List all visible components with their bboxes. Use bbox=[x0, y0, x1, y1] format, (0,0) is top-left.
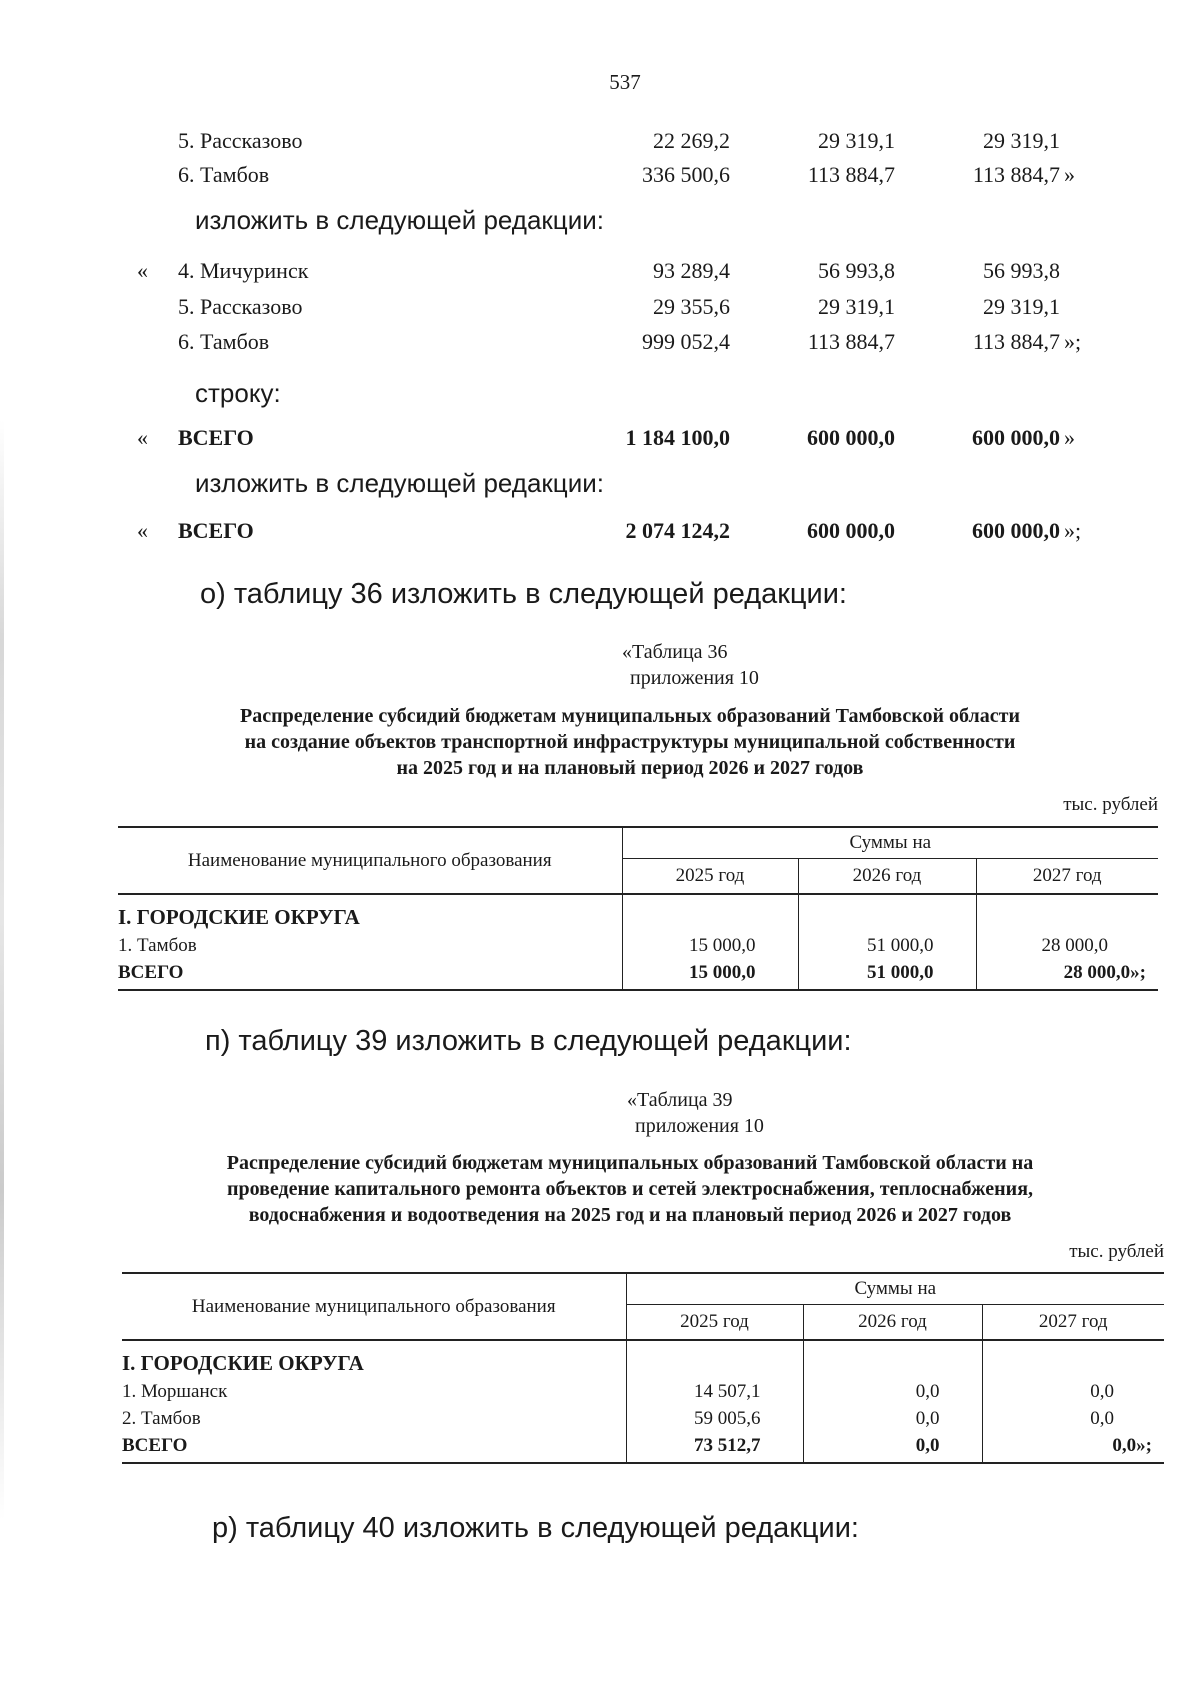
table36-units: тыс. рублей bbox=[1063, 794, 1158, 815]
table39-total-row bbox=[122, 1435, 1164, 1463]
table36-header-year: 2026 год bbox=[798, 859, 976, 895]
close-quote-semicolon: »; bbox=[1064, 518, 1082, 543]
table39-header-year: 2027 год bbox=[982, 1305, 1164, 1341]
table39-title-line3: водоснабжения и водоотведения на 2025 год и на плановый период 2026 и 2027 годов bbox=[248, 1204, 1012, 1226]
row-value-2025: 29 355,6 bbox=[653, 294, 730, 319]
table36 bbox=[118, 826, 1158, 991]
table39-group: I. ГОРОДСКИЕ ОКРУГА bbox=[122, 1351, 364, 1375]
table39-group-row bbox=[122, 1340, 1164, 1381]
close-quote: » bbox=[1064, 425, 1075, 450]
row-name: 2. Тамбов bbox=[122, 1408, 201, 1429]
row-name: 6. Тамбов bbox=[178, 162, 270, 187]
table36-group-row bbox=[118, 894, 1158, 935]
table36-header-sums: Суммы на bbox=[622, 827, 1158, 859]
table36-caption-line1: «Таблица 36 bbox=[622, 641, 728, 663]
total-value-2025: 15 000,0 bbox=[622, 962, 798, 990]
old-row bbox=[0, 128, 1200, 158]
total-value-2027: 600 000,0 bbox=[972, 518, 1060, 543]
row-name: 1. Моршанск bbox=[122, 1381, 228, 1402]
table39-title-line2: проведение капитального ремонта объектов и сетей электроснабжения, теплоснабжения, bbox=[226, 1178, 1034, 1200]
total-value-2027: 0,0»; bbox=[982, 1435, 1164, 1463]
row-value-2026: 113 884,7 bbox=[807, 329, 895, 354]
table36-title-line2: на создание объектов транспортной инфраструктуры муниципальной собственности bbox=[244, 731, 1016, 753]
total-label: ВСЕГО bbox=[122, 1435, 188, 1456]
row-value-2026: 56 993,8 bbox=[818, 258, 895, 283]
item-p-heading: п) таблицу 39 изложить в следующей редакции: bbox=[205, 1025, 852, 1057]
table39-header-year: 2025 год bbox=[626, 1305, 803, 1341]
table36-title-line1: Распределение субсидий бюджетам муниципальных образований Тамбовской области bbox=[240, 705, 1020, 727]
row-value-2027: 28 000,0 bbox=[976, 935, 1158, 962]
row-value-2025: 336 500,6 bbox=[642, 162, 730, 187]
row-value-2027: 0,0 bbox=[982, 1381, 1164, 1408]
total-value-2025: 2 074 124,2 bbox=[625, 518, 730, 543]
table39-header-year: 2026 год bbox=[803, 1305, 982, 1341]
close-quote: » bbox=[1064, 162, 1075, 187]
statement-text: изложить в следующей редакции: bbox=[195, 468, 604, 498]
table36-caption-line2: приложения 10 bbox=[630, 667, 759, 689]
row-value-2026: 29 319,1 bbox=[818, 294, 895, 319]
row-value-2025: 93 289,4 bbox=[653, 258, 730, 283]
table39 bbox=[122, 1272, 1164, 1464]
page-number: 537 bbox=[609, 70, 641, 94]
new-row bbox=[0, 258, 1200, 288]
row-value-2027: 113 884,7 bbox=[972, 329, 1060, 354]
table39-caption-line1: «Таблица 39 bbox=[627, 1089, 733, 1111]
total-value-2026: 0,0 bbox=[803, 1435, 982, 1463]
total-new-row bbox=[0, 518, 1200, 548]
table36-title bbox=[130, 703, 1130, 781]
row-value-2026: 0,0 bbox=[803, 1408, 982, 1435]
table36-header-year: 2027 год bbox=[976, 859, 1158, 895]
row-value-2027: 29 319,1 bbox=[983, 294, 1060, 319]
row-name: 4. Мичуринск bbox=[178, 258, 309, 283]
statement-text: изложить в следующей редакции: bbox=[195, 205, 604, 235]
table39-header-sums: Суммы на bbox=[626, 1273, 1164, 1305]
total-label: ВСЕГО bbox=[178, 518, 254, 543]
total-value-2025: 1 184 100,0 bbox=[625, 425, 730, 450]
table-row bbox=[118, 935, 1158, 962]
table36-header-year: 2025 год bbox=[622, 859, 798, 895]
row-value-2027: 0,0 bbox=[982, 1408, 1164, 1435]
total-value-2025: 73 512,7 bbox=[626, 1435, 803, 1463]
row-name: 5. Рассказово bbox=[178, 128, 303, 153]
item-o-heading: о) таблицу 36 изложить в следующей редакции: bbox=[200, 578, 847, 610]
new-row bbox=[0, 294, 1200, 324]
row-name: 5. Рассказово bbox=[178, 294, 303, 319]
row-value-2026: 29 319,1 bbox=[818, 128, 895, 153]
open-quote: « bbox=[137, 518, 148, 543]
row-value-2025: 22 269,2 bbox=[653, 128, 730, 153]
total-value-2026: 51 000,0 bbox=[798, 962, 976, 990]
total-value-2027: 600 000,0 bbox=[972, 425, 1060, 450]
row-value-2025: 999 052,4 bbox=[642, 329, 730, 354]
row-name: 1. Тамбов bbox=[118, 935, 197, 956]
total-label: ВСЕГО bbox=[118, 962, 184, 983]
table36-total-row bbox=[118, 962, 1158, 990]
row-value-2025: 15 000,0 bbox=[622, 935, 798, 962]
total-value-2026: 600 000,0 bbox=[807, 425, 895, 450]
row-value-2027: 56 993,8 bbox=[983, 258, 1060, 283]
row-value-2025: 14 507,1 bbox=[626, 1381, 803, 1408]
table39-title-line1: Распределение субсидий бюджетам муниципальных образований Тамбовской области на bbox=[226, 1152, 1034, 1174]
table39-units: тыс. рублей bbox=[1069, 1241, 1164, 1262]
table39-title bbox=[130, 1150, 1130, 1228]
table39-header-name: Наименование муниципального образования bbox=[122, 1273, 626, 1340]
close-quote-semicolon: »; bbox=[1064, 329, 1082, 354]
table36-title-line3: на 2025 год и на плановый период 2026 и 2027 годов bbox=[396, 757, 864, 779]
scan-edge-shadow bbox=[0, 420, 4, 1520]
old-row bbox=[0, 162, 1200, 192]
open-quote: « bbox=[137, 258, 148, 283]
row-value-2027: 29 319,1 bbox=[983, 128, 1060, 153]
total-label: ВСЕГО bbox=[178, 425, 254, 450]
total-old-row bbox=[0, 425, 1200, 455]
line-text: строку: bbox=[195, 378, 281, 408]
row-value-2026: 113 884,7 bbox=[807, 162, 895, 187]
table-row bbox=[122, 1408, 1164, 1435]
table36-header-name: Наименование муниципального образования bbox=[118, 827, 622, 894]
table39-caption-line2: приложения 10 bbox=[635, 1115, 764, 1137]
total-value-2026: 600 000,0 bbox=[807, 518, 895, 543]
table36-group: I. ГОРОДСКИЕ ОКРУГА bbox=[118, 905, 360, 929]
row-name: 6. Тамбов bbox=[178, 329, 270, 354]
item-r-heading: р) таблицу 40 изложить в следующей редакции: bbox=[212, 1512, 859, 1544]
row-value-2026: 0,0 bbox=[803, 1381, 982, 1408]
row-value-2026: 51 000,0 bbox=[798, 935, 976, 962]
total-value-2027: 28 000,0»; bbox=[976, 962, 1158, 990]
new-row bbox=[0, 329, 1200, 359]
row-value-2027: 113 884,7 bbox=[972, 162, 1060, 187]
table-row bbox=[122, 1381, 1164, 1408]
open-quote: « bbox=[137, 425, 148, 450]
row-value-2025: 59 005,6 bbox=[626, 1408, 803, 1435]
